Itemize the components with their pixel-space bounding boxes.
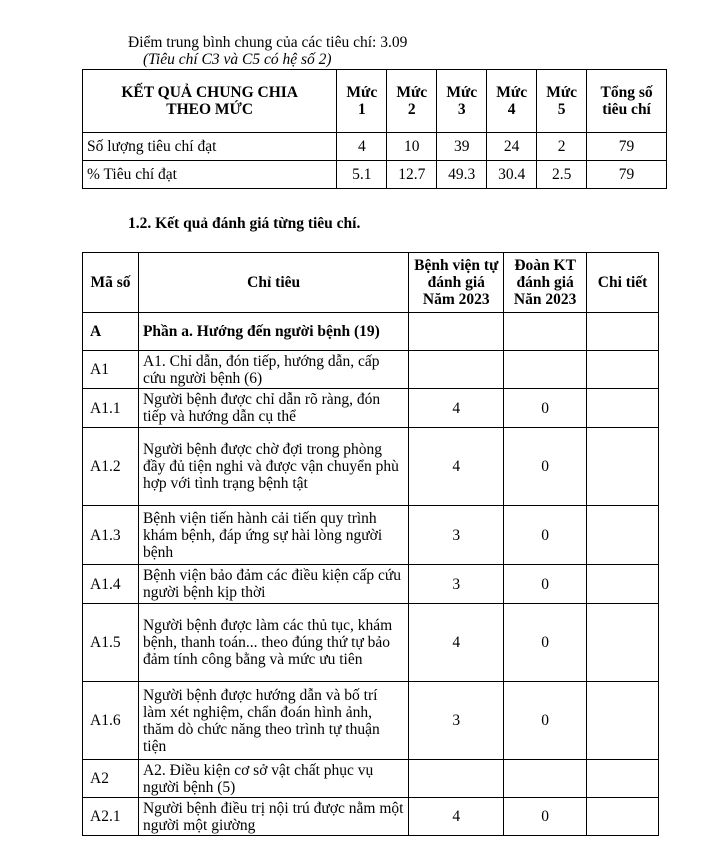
table-row xyxy=(83,313,659,351)
header-result-by-level: KẾT QUẢ CHUNG CHIA THEO MỨC xyxy=(83,70,337,133)
criterion-name: Người bệnh được chỉ dẫn rõ ràng, đón tiếp và hướng dẫn cụ thể xyxy=(138,389,408,428)
team-score xyxy=(504,351,587,389)
cell-value: 24 xyxy=(487,133,537,161)
detail-cell xyxy=(587,760,659,798)
header-level-3: Mức 3 xyxy=(437,70,487,133)
cell-value: 4 xyxy=(337,133,387,161)
self-score: 4 xyxy=(409,428,504,506)
header-level-5: Mức 5 xyxy=(537,70,587,133)
detail-cell xyxy=(587,682,659,760)
detail-cell xyxy=(587,565,659,604)
detail-cell xyxy=(587,428,659,506)
header-code: Mã số xyxy=(83,253,139,313)
team-score: 0 xyxy=(504,682,587,760)
header-level-4: Mức 4 xyxy=(487,70,537,133)
self-score xyxy=(409,351,504,389)
criterion-name: Người bệnh được làm các thủ tục, khám bệnh, thanh toán... theo đúng thứ tự bảo đảm tính công bằng và mức ưu tiên xyxy=(138,604,408,682)
criterion-name: A1. Chỉ dẫn, đón tiếp, hướng dẫn, cấp cứu người bệnh (6) xyxy=(138,351,408,389)
cell-value: 49.3 xyxy=(437,161,487,189)
header-inspection-team-assessment: Đoàn KT đánh giá Năn 2023 xyxy=(504,253,587,313)
self-score: 3 xyxy=(409,565,504,604)
self-score: 4 xyxy=(409,604,504,682)
criterion-name: Bệnh viện bảo đảm các điều kiện cấp cứu người bệnh kịp thời xyxy=(138,565,408,604)
header-total-criteria: Tổng số tiêu chí xyxy=(587,70,667,133)
coefficient-note: (Tiêu chí C3 và C5 có hệ số 2) xyxy=(143,51,332,68)
team-score: 0 xyxy=(504,798,587,836)
cell-value: 10 xyxy=(387,133,437,161)
criterion-code: A1.1 xyxy=(83,389,139,428)
table-row xyxy=(83,604,659,682)
criterion-code: A1.5 xyxy=(83,604,139,682)
criterion-name: Phần a. Hướng đến người bệnh (19) xyxy=(138,313,408,351)
criterion-name: Người bệnh được hướng dẫn và bố trí làm xét nghiệm, chẩn đoán hình ảnh, thăm dò chức năng theo trình tự thuận tiện xyxy=(138,682,408,760)
table-row xyxy=(83,565,659,604)
self-score: 4 xyxy=(409,389,504,428)
team-score: 0 xyxy=(504,506,587,565)
detail-cell xyxy=(587,389,659,428)
header-detail: Chi tiết xyxy=(587,253,659,313)
header-criterion: Chỉ tiêu xyxy=(138,253,408,313)
team-score: 0 xyxy=(504,389,587,428)
table-row xyxy=(83,428,659,506)
criterion-code: A2.1 xyxy=(83,798,139,836)
criterion-code: A1.3 xyxy=(83,506,139,565)
cell-value: 12.7 xyxy=(387,161,437,189)
table-row xyxy=(83,760,659,798)
self-score xyxy=(409,313,504,351)
criterion-code: A1 xyxy=(83,351,139,389)
detail-cell xyxy=(587,351,659,389)
header-level-2: Mức 2 xyxy=(387,70,437,133)
detail-cell xyxy=(587,506,659,565)
criterion-code: A xyxy=(83,313,139,351)
team-score: 0 xyxy=(504,428,587,506)
table-row xyxy=(83,798,659,836)
row-label: Số lượng tiêu chí đạt xyxy=(83,133,337,161)
cell-value: 30.4 xyxy=(487,161,537,189)
team-score: 0 xyxy=(504,604,587,682)
self-score xyxy=(409,760,504,798)
cell-value: 79 xyxy=(587,133,667,161)
detail-cell xyxy=(587,313,659,351)
header-hospital-self-assessment: Bệnh viện tự đánh giá Năm 2023 xyxy=(409,253,504,313)
table-row xyxy=(83,389,659,428)
table-row xyxy=(83,506,659,565)
criterion-name: Bệnh viện tiến hành cải tiến quy trình khám bệnh, đáp ứng sự hài lòng người bệnh xyxy=(138,506,408,565)
criteria-table xyxy=(82,252,659,836)
criterion-name: A2. Điều kiện cơ sở vật chất phục vụ người bệnh (5) xyxy=(138,760,408,798)
row-label: % Tiêu chí đạt xyxy=(83,161,337,189)
criterion-name: Người bệnh điều trị nội trú được nằm một người một giường xyxy=(138,798,408,836)
section-heading: 1.2. Kết quả đánh giá từng tiêu chí. xyxy=(128,215,361,232)
criterion-name: Người bệnh được chờ đợi trong phòng đầy đủ tiện nghi và được vận chuyển phù hợp với tình trạng bệnh tật xyxy=(138,428,408,506)
self-score: 3 xyxy=(409,506,504,565)
team-score xyxy=(504,313,587,351)
cell-value: 2.5 xyxy=(537,161,587,189)
cell-value: 2 xyxy=(537,133,587,161)
cell-value: 39 xyxy=(437,133,487,161)
criterion-code: A1.6 xyxy=(83,682,139,760)
table-row xyxy=(83,133,667,161)
average-score-line: Điểm trung bình chung của các tiêu chí: 3.09 xyxy=(128,34,408,51)
criteria-table-header xyxy=(83,253,659,313)
self-score: 3 xyxy=(409,682,504,760)
table-row xyxy=(83,682,659,760)
criterion-code: A2 xyxy=(83,760,139,798)
criterion-code: A1.4 xyxy=(83,565,139,604)
team-score xyxy=(504,760,587,798)
header-level-1: Mức 1 xyxy=(337,70,387,133)
team-score: 0 xyxy=(504,565,587,604)
detail-cell xyxy=(587,604,659,682)
table-row xyxy=(83,161,667,189)
table-row xyxy=(83,351,659,389)
cell-value: 79 xyxy=(587,161,667,189)
criterion-code: A1.2 xyxy=(83,428,139,506)
cell-value: 5.1 xyxy=(337,161,387,189)
level-summary-table xyxy=(82,69,667,189)
detail-cell xyxy=(587,798,659,836)
level-table-header xyxy=(83,70,667,133)
self-score: 4 xyxy=(409,798,504,836)
